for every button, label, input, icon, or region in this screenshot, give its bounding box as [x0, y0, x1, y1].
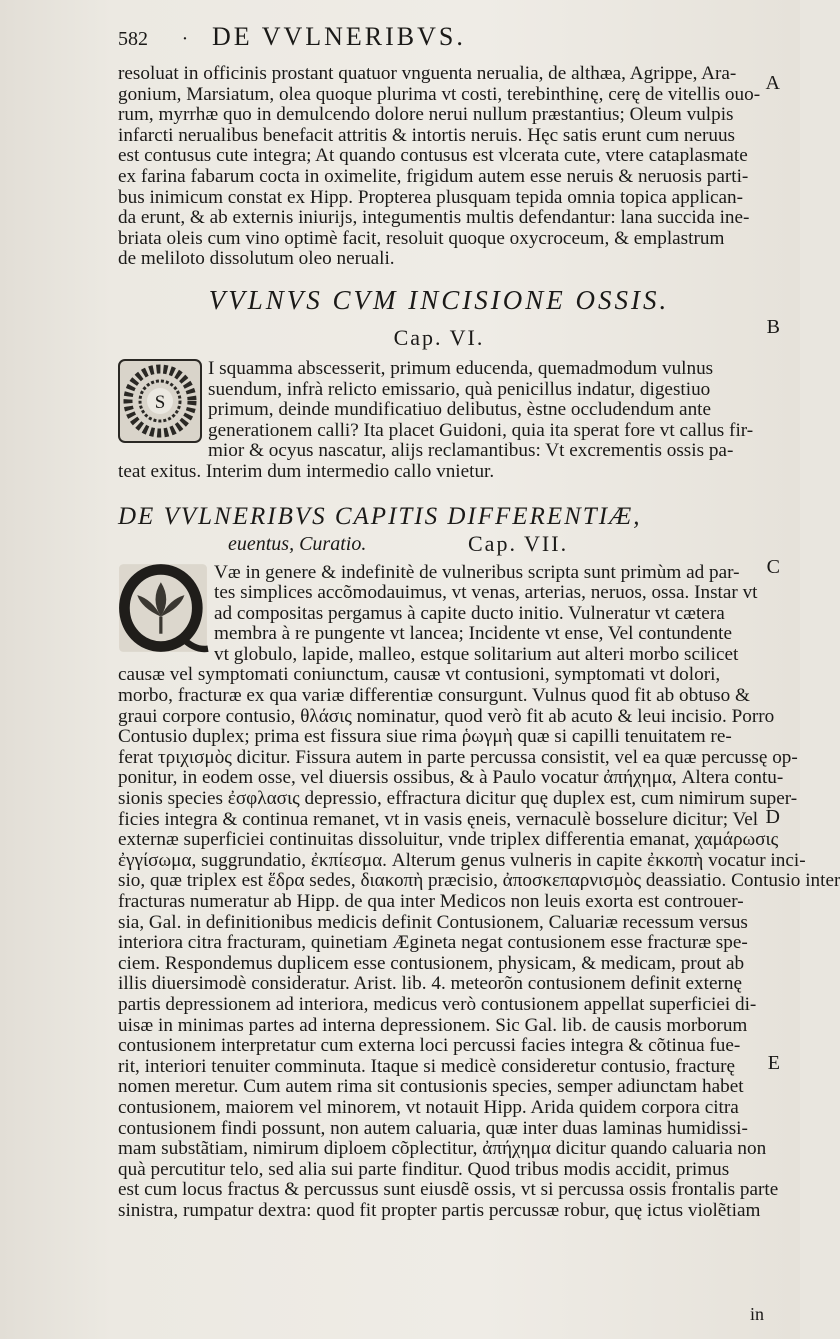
dropcap-q: [118, 563, 208, 653]
text-line: vt globulo, lapide, malleo, estque solitarium aut alteri morbo scilicet: [214, 643, 739, 665]
text-line: gonium, Marsiatum, olea quoque plurima vt costi, terebinthinę, cerę de vitellis ouo-: [118, 83, 761, 105]
text-line: sia, Gal. in definitionibus medicis definit Contusionem, Caluariæ recessum versus: [118, 911, 748, 933]
section-subtitle-row: [118, 531, 760, 557]
text-line: sinistra, rumpatur dextra: quod fit propter partis percussæ robur, quę ictus violẽtiam: [118, 1199, 761, 1221]
text-line: ponitur, in eodem osse, vel diuersis ossibus, & à Paulo vocatur ἀπήχημα, Altera contu-: [118, 767, 784, 789]
margin-letter-e: E: [767, 1052, 780, 1074]
text-line: ciem. Respondemus duplicem esse contusionem, physicam, & medicam, prout ab: [118, 952, 745, 974]
text-line: graui corpore contusio, θλάσις nominatur, quod verò fit ab acuto & leui incisio. Porro: [118, 705, 775, 727]
chapter-heading-vii: Cap. VII.: [468, 530, 569, 556]
page-number: 582: [118, 28, 148, 50]
text-line: teat exitus. Interim dum intermedio callo vnietur.: [118, 460, 495, 482]
text-line: causæ vel symptomati coniunctum, causæ vt contusioni, symptomati vt dolori,: [118, 664, 721, 686]
ornament-flower-icon: [118, 563, 208, 653]
text-line: uisæ in minimas partes ad interna depressionem. Sic Gal. lib. de causis morborum: [118, 1014, 748, 1036]
text-line: resoluat in officinis prostant quatuor vnguenta nerualia, de althæa, Agrippe, Ara-: [118, 63, 737, 84]
text-line: contusionem, maiorem vel minorem, vt notauit Hipp. Arida quidem corpora citra: [118, 1096, 739, 1118]
margin-letter-b: B: [766, 316, 780, 338]
text-line: illis diuersimodè consideratur. Arist. lib. 4. meteorõn contusionem definit externę: [118, 973, 742, 995]
running-title: DE VVLNERIBVS.: [212, 22, 466, 51]
text-line: partis depressionem ad interiora, medicus verò contusionem appellat superficiei di-: [118, 993, 757, 1015]
text-line: contusionem findi possunt, non autem caluaria, quæ inter duas laminas humidissi-: [118, 1117, 748, 1139]
paragraph-squamma: [118, 359, 760, 483]
margin-letter-a: A: [765, 72, 780, 94]
text-line: bus inimicum constat ex Hipp. Propterea plusquam tepida omnia topica applican-: [118, 186, 744, 208]
chapter-heading-vi: Cap. VI.: [393, 324, 485, 350]
running-head: [118, 22, 760, 52]
text-line: ex farina fabarum cocta in oximelite, frigidum autem esse neruis & neruosis parti-: [118, 165, 749, 187]
text-line: fracturas numeratur ab Hipp. de qua inter Medicos non leuis exorta est controuer-: [118, 891, 744, 912]
text-line: membra à re pungente vt lancea; Incidente vt ense, Vel contundente: [214, 623, 733, 645]
ornament-wreath-icon: [118, 359, 202, 443]
text-line: est cum locus fractus & percussus sunt eiusdẽ ossis, vt si percussa ossis frontalis parte: [118, 1179, 779, 1201]
text-line: sionis species ἐσφλασις depressio, effractura dicitur quę duplex est, cum nimirum super-: [118, 788, 798, 810]
text-line: suendum, infrà relicto emissario, quà penicillus indatur, digestiuo: [208, 378, 711, 400]
text-line: I squamma abscesserit, primum educenda, quemadmodum vulnus: [208, 357, 714, 379]
paragraph-neruus: [118, 64, 760, 270]
text-line: ferat τριχισμὸς dicitur. Fissura autem in parte percussa consistit, vel ea quæ percussę op-: [118, 746, 798, 768]
head-dot: ·: [181, 28, 189, 50]
text-line: de meliloto dissolutum oleo neruali.: [118, 248, 395, 270]
text-line: generationem calli? Ita placet Guidoni, quia ita sperat fore vt callus fir-: [208, 419, 754, 441]
margin-letter-d: D: [765, 806, 780, 828]
text-line: rit, interiori tenuiter comminuta. Itaque si medicè consideretur contusio, fracturę: [118, 1055, 735, 1077]
dropcap-letter: S: [154, 391, 166, 413]
text-line: da erunt, & ab externis iniurijs, integumentis multis defendantur: lana succida ine-: [118, 207, 750, 229]
text-line: quà percutitur telo, sed alia sui parte finditur. Quod tribus modis accidit, primus: [118, 1158, 730, 1180]
text-line: mam substãtiam, nimirum diploem cõplectitur, ἀπήχημα dicitur quando caluaria non: [118, 1138, 767, 1160]
text-line: Contusio duplex; prima est fissura siue rima ῥωγμὴ quæ si capilli tenuitatem re-: [118, 726, 732, 748]
text-line: ad compositas pergamus à capite ducto initio. Vulneratur vt cætera: [214, 602, 725, 624]
text-line: morbo, fracturæ ex qua variæ differentiæ consurgunt. Vulnus quod fit ab obtuso &: [118, 685, 750, 707]
dropcap-s: [118, 359, 202, 443]
text-line: tes simplices accõmodauimus, vt venas, arterias, neruos, ossa. Instar vt: [214, 582, 758, 604]
text-line: interiora citra fracturam, quinetiam Ægineta negat contusionem esse fracturæ spe-: [118, 932, 748, 954]
margin-letter-c: C: [766, 556, 780, 578]
section-subtitle: euentus, Curatio.: [228, 532, 367, 555]
text-line: briata oleis cum vino optimè facit, resoluit quoque oxycroceum, & emplastrum: [118, 227, 725, 249]
catchword: in: [749, 1304, 764, 1324]
text-line: primum, deinde mundificatiuo delibutus, èstne occludendum ante: [208, 399, 712, 421]
text-line: infarcti nerualibus benefacit attritis & intortis neruis. Hęc satis erunt cum neruus: [118, 124, 736, 146]
section-title-vii: DE VVLNERIBVS CAPITIS DIFFERENTIÆ,: [118, 502, 642, 530]
section-title-vi: VVLNVS CVM INCISIONE OSSIS.: [208, 284, 670, 315]
text-line: Væ in genere & indefinitè de vulneribus scripta sunt primùm ad par-: [214, 561, 740, 583]
text-line: nomen meretur. Cum autem rima sit contusionis species, semper adiunctam habet: [118, 1076, 744, 1098]
text-line: ἐγγίσωμα, suggrundatio, ἐκπίεσμα. Alterum genus vulneris in capite ἐκκοπὴ vocatur inci-: [118, 849, 806, 871]
text-line: externæ superficiei continuitas dissoluitur, vnde triplex differentia emanat, χαμάρωσις: [118, 829, 779, 851]
text-line: est contusus cute integra; At quando contusus est vlcerata cute, vtere cataplasmate: [118, 145, 748, 167]
text-line: contusionem interpretatur cum externa loci percussi facies integra & cõtinua fue-: [118, 1035, 741, 1057]
text-line: sio, quæ triplex est ἕδρα sedes, διακοπὴ præcisio, ἀποσκεπαρνισμὸς deassiatio. Contusio inter: [118, 870, 840, 892]
text-line: ficies integra & continua remanet, vt in vasis ęneis, vernaculè bosselure dicitur; Vel: [118, 808, 759, 830]
text-line: rum, myrrhæ quo in demulcendo dolore nerui nullum præstantius; Oleum vulpis: [118, 104, 734, 126]
text-line: mior & ocyus nascatur, alijs reclamantibus: Vt excrementis ossis pa-: [208, 440, 734, 462]
paragraph-vulneribus: [118, 561, 840, 1222]
